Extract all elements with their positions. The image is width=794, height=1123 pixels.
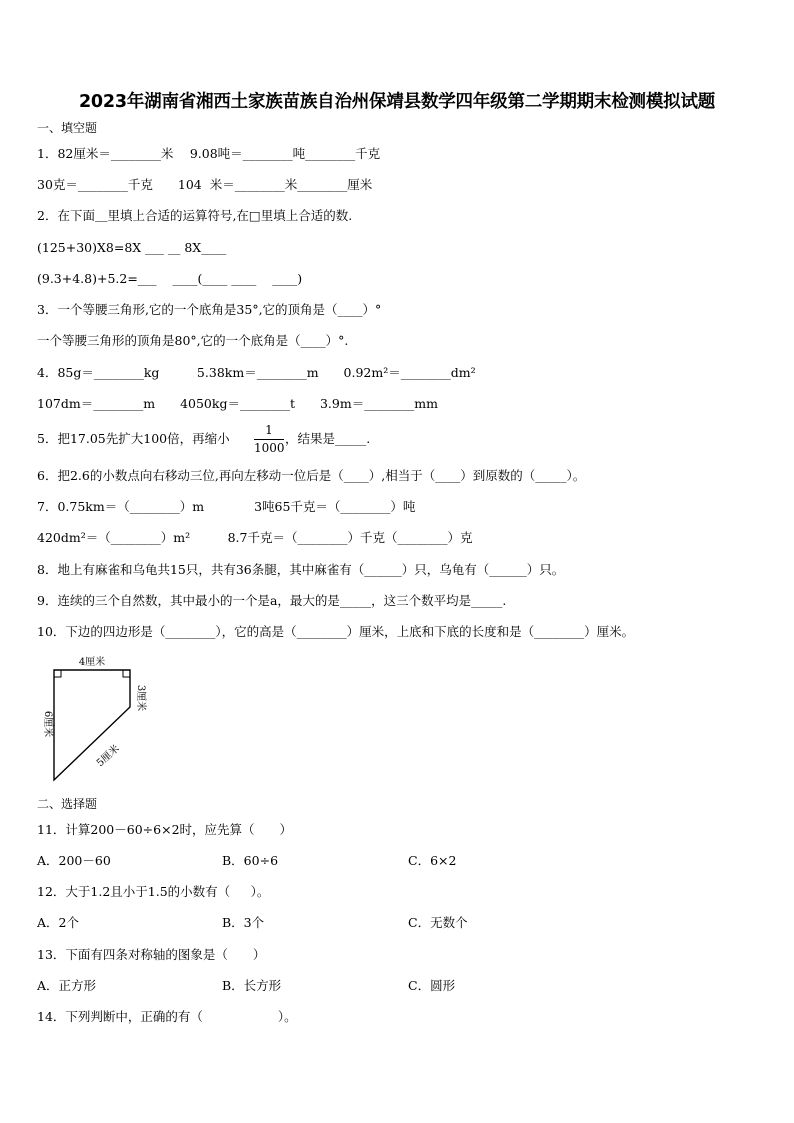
section-heading-choice: 二、选择题 xyxy=(37,797,98,811)
question-7-line-1: 7．0.75km＝（________）m 3吨65千克＝（________）吨 xyxy=(37,499,416,514)
fraction-numerator: 1 xyxy=(254,423,284,440)
question-10: 10．下边的四边形是（________），它的高是（________）厘米，上底和下底的长度和是（________）厘米。 xyxy=(37,624,635,639)
question-2-expr-1: (125+30)X8=8X ___ __ 8X____ xyxy=(37,240,227,255)
question-8: 8．地上有麻雀和乌龟共15只，共有36条腿，其中麻雀有（______）只，乌龟有（______）只。 xyxy=(37,562,565,577)
question-4-line-1: 4．85g＝________kg 5.38km＝________m 0.92m²＝________dm² xyxy=(37,365,476,380)
question-1-line-2: 30克＝________千克 104 米＝________米________厘米 xyxy=(37,177,373,192)
right-angle-mark-left xyxy=(54,670,61,677)
question-12-option-a: A．2个 xyxy=(37,915,79,930)
question-7-line-2: 420dm²＝（________）m² 8.7千克＝（________）千克（________）克 xyxy=(37,530,473,545)
question-12-option-c: C．无数个 xyxy=(408,915,468,930)
question-12: 12．大于1.2且小于1.5的小数有（ ）。 xyxy=(37,884,270,899)
question-11: 11．计算200－60÷6×2时，应先算（ ） xyxy=(37,822,293,837)
question-5-suffix: ，结果是_____. xyxy=(285,431,371,446)
question-13-option-a: A．正方形 xyxy=(37,978,97,993)
question-6: 6．把2.6的小数点向右移动三位,再向左移动一位后是（____）,相当于（____）到原数的（_____）。 xyxy=(37,468,586,483)
question-13: 13．下面有四条对称轴的图象是（ ） xyxy=(37,947,266,962)
fraction-one-thousandth xyxy=(254,423,284,456)
question-4-line-2: 107dm＝________m 4050kg＝________t 3.9m＝________mm xyxy=(37,396,438,411)
section-heading-fill-blank: 一、填空题 xyxy=(37,121,98,135)
question-14: 14．下列判断中，正确的有（ ）。 xyxy=(37,1009,297,1024)
question-9: 9．连续的三个自然数，其中最小的一个是a，最大的是_____，这三个数平均是_____. xyxy=(37,593,507,608)
trapezoid-figure xyxy=(30,650,160,790)
question-12-option-b: B．3个 xyxy=(222,915,265,930)
question-5-prefix: 5．把17.05先扩大100倍，再缩小 xyxy=(37,431,230,446)
fraction-denominator: 1000 xyxy=(254,441,285,455)
top-side-label: 4厘米 xyxy=(78,657,106,668)
right-side-label: 3厘米 xyxy=(135,684,146,712)
right-angle-mark-right xyxy=(123,670,130,677)
question-11-option-c: C．6×2 xyxy=(408,853,457,868)
question-13-option-b: B．长方形 xyxy=(222,978,282,993)
slant-side-label: 5厘米 xyxy=(94,743,122,770)
left-side-label: 6厘米 xyxy=(42,710,53,738)
question-11-option-b: B．60÷6 xyxy=(222,853,279,868)
question-13-option-c: C．圆形 xyxy=(408,978,456,993)
page-title: 2023年湖南省湘西土家族苗族自治州保靖县数学四年级第二学期期末检测模拟试题 xyxy=(78,92,716,112)
question-2: 2．在下面＿里填上合适的运算符号,在□里填上合适的数. xyxy=(37,208,353,223)
question-3-line-2: 一个等腰三角形的顶角是80°,它的一个底角是（____）°. xyxy=(37,333,349,348)
question-1-line-1: 1．82厘米＝________米 9.08吨＝________吨________千克 xyxy=(37,146,381,161)
question-2-expr-2: (9.3+4.8)+5.2=___ ____(____ ____ ____) xyxy=(37,271,303,286)
question-11-option-a: A．200－60 xyxy=(37,853,111,868)
question-3-line-1: 3．一个等腰三角形,它的一个底角是35°,它的顶角是（____）° xyxy=(37,302,382,317)
trapezoid-shape xyxy=(54,670,130,780)
